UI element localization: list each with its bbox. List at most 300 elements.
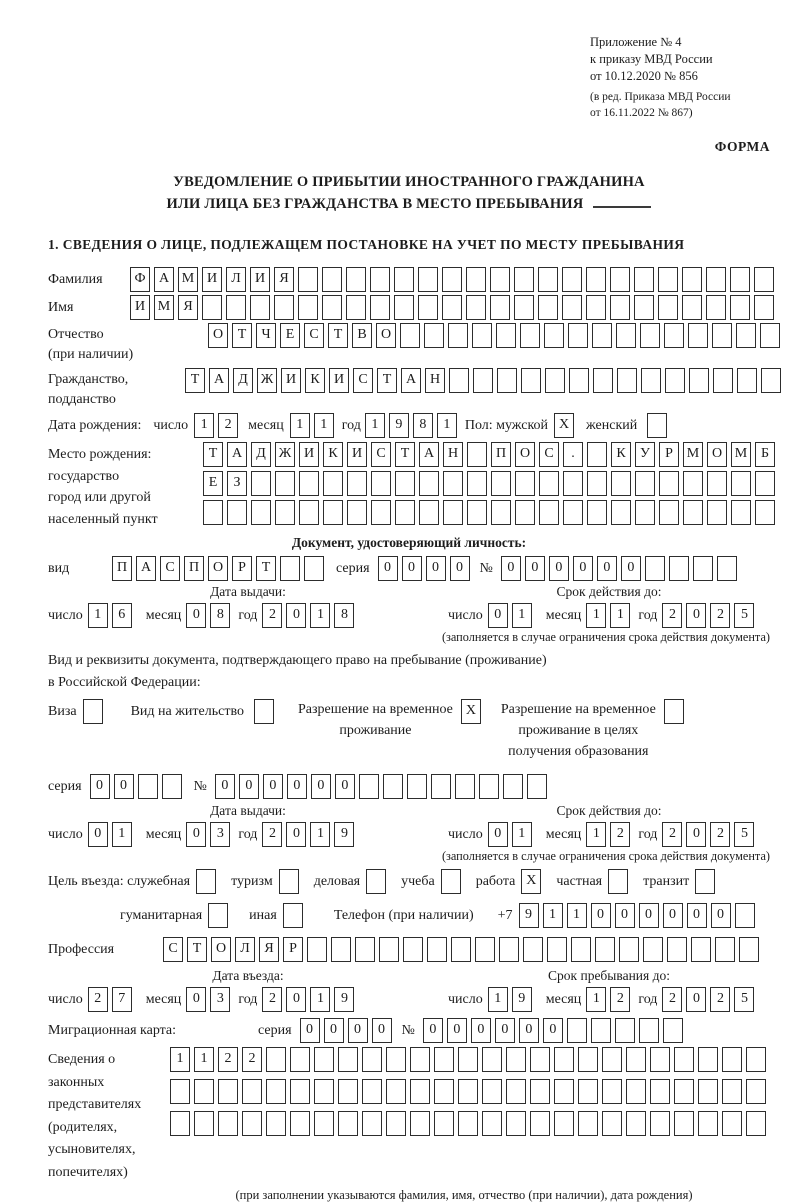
cell-box	[602, 1047, 622, 1072]
entry-date-row	[48, 987, 448, 1012]
purpose-work	[476, 869, 546, 894]
identity-valid-day	[488, 603, 536, 628]
name-row	[48, 295, 770, 320]
cell-box	[490, 267, 510, 292]
cell-box: О	[208, 556, 228, 581]
cell-box	[530, 1111, 550, 1136]
identity-doc-row	[48, 556, 770, 581]
cell-box	[395, 500, 415, 525]
cell-box	[299, 500, 319, 525]
cell-box	[659, 500, 679, 525]
cell-box	[491, 471, 511, 496]
cell-box	[434, 1079, 454, 1104]
identity-doc-heading: Документ, удостоверяющий личность:	[291, 535, 527, 550]
cell-box	[496, 323, 516, 348]
doc2-series-cells	[90, 774, 186, 799]
cell-box: Т	[328, 323, 348, 348]
representatives-note: (при заполнении указываются фамилия, имя, отчество (при наличии), дата рождения)	[235, 1188, 693, 1202]
cell-box	[586, 267, 606, 292]
form-label: ФОРМА	[714, 139, 770, 154]
cell-box	[482, 1047, 502, 1072]
cell-box: Т	[232, 323, 252, 348]
cell-box	[592, 323, 612, 348]
cell-box	[251, 471, 271, 496]
cell-box	[424, 323, 444, 348]
cell-box	[379, 937, 399, 962]
sex-female-label: женский	[586, 418, 638, 433]
cell-box	[563, 471, 583, 496]
cell-box	[755, 500, 775, 525]
cell-box: Ф	[130, 267, 150, 292]
cell-box	[539, 500, 559, 525]
cell-box: М	[731, 442, 751, 467]
purpose-row	[48, 869, 770, 894]
purpose-transit-label: транзит	[643, 874, 690, 889]
cell-box	[635, 500, 655, 525]
cell-box	[203, 500, 223, 525]
cell-box: И	[329, 368, 349, 393]
temp-residence-label	[298, 699, 453, 741]
cell-box	[250, 295, 270, 320]
doc2-valid-note: (заполняется в случае ограничения срока действия документа)	[441, 849, 770, 863]
cell-box	[448, 323, 468, 348]
cell-box	[419, 471, 439, 496]
cell-box: 2	[662, 822, 682, 847]
residence-doc-intro	[48, 650, 770, 694]
purpose-official	[48, 869, 220, 894]
day-label: число	[448, 992, 483, 1007]
representatives-cells-1	[170, 1047, 770, 1072]
cell-box	[682, 295, 702, 320]
cell-box: 2	[710, 987, 730, 1012]
temp-residence-edu-label	[501, 699, 656, 762]
cell-box	[562, 267, 582, 292]
cell-box: 0	[263, 774, 283, 799]
cell-box	[520, 323, 540, 348]
purpose-humanitarian-label: гуманитарная	[120, 908, 203, 923]
cell-box	[691, 937, 711, 962]
cell-box: 2	[710, 603, 730, 628]
cell-box: 2	[262, 987, 282, 1012]
purpose-other-label: иная	[249, 908, 277, 923]
birth-year-cells	[365, 413, 461, 438]
cell-box: Ч	[256, 323, 276, 348]
cell-box	[491, 500, 511, 525]
cell-box: 1	[567, 903, 587, 928]
cell-box	[427, 937, 447, 962]
cell-box: 3	[210, 987, 230, 1012]
profession-row	[48, 937, 770, 962]
cell-box: Р	[659, 442, 679, 467]
cell-box	[346, 295, 366, 320]
identity-valid-note: (заполняется в случае ограничения срока действия документа)	[441, 630, 770, 644]
cell-box: 1	[437, 413, 457, 438]
purpose-official-checkbox	[196, 869, 216, 894]
cell-box	[761, 368, 781, 393]
cell-box: Д	[233, 368, 253, 393]
cell-box	[226, 295, 246, 320]
appendix-line: Приложение № 4	[590, 35, 682, 49]
cell-box	[314, 1111, 334, 1136]
cell-box	[362, 1079, 382, 1104]
cell-box: И	[281, 368, 301, 393]
cell-box	[665, 368, 685, 393]
cell-box: 0	[450, 556, 470, 581]
purpose-business	[314, 869, 390, 894]
cell-box: 8	[413, 413, 433, 438]
birth-year-label: год	[341, 418, 361, 433]
entry-year	[262, 987, 358, 1012]
identity-issue-col	[48, 584, 448, 628]
entry-date-header: Дата въезда:	[212, 968, 284, 983]
cell-box: 2	[218, 1047, 238, 1072]
cell-box	[346, 267, 366, 292]
cell-box	[290, 1047, 310, 1072]
form-title-line2	[48, 193, 770, 215]
cell-box	[521, 368, 541, 393]
cell-box	[227, 500, 247, 525]
doc2-series-label: серия	[48, 779, 82, 794]
year-label: год	[238, 992, 258, 1007]
cell-box	[298, 267, 318, 292]
cell-box: 9	[334, 822, 354, 847]
temp-residence-edu-option	[501, 699, 688, 762]
migration-series-label: серия	[258, 1023, 292, 1038]
cell-box: 1	[112, 822, 132, 847]
year-label: год	[238, 827, 258, 842]
cell-box: 1	[512, 603, 532, 628]
cell-box	[242, 1111, 262, 1136]
cell-box	[170, 1111, 190, 1136]
edition-line: от 16.11.2022 № 867)	[590, 107, 693, 119]
cell-box: 0	[488, 603, 508, 628]
residence-doc-series-row	[48, 774, 770, 799]
cell-box	[610, 267, 630, 292]
cell-box: 0	[663, 903, 683, 928]
profession-label: Профессия	[48, 942, 115, 957]
surname-row	[48, 267, 770, 292]
purpose-business-label: деловая	[313, 874, 361, 889]
issue-date-header: Дата выдачи:	[210, 584, 286, 599]
cell-box	[515, 471, 535, 496]
cell-box	[455, 774, 475, 799]
cell-box	[251, 500, 271, 525]
identity-valid-col	[448, 584, 770, 628]
cell-box	[616, 323, 636, 348]
patronymic-label	[48, 323, 208, 365]
cell-box: 2	[218, 413, 238, 438]
cell-box	[706, 295, 726, 320]
cell-box: Б	[755, 442, 775, 467]
purpose-business-checkbox	[366, 869, 386, 894]
cell-box: 8	[210, 603, 230, 628]
cell-box: А	[401, 368, 421, 393]
appendix-line: к приказу МВД России	[590, 52, 713, 66]
cell-box	[664, 323, 684, 348]
form-title	[48, 171, 770, 215]
cell-box: 0	[186, 822, 206, 847]
cell-box: П	[112, 556, 132, 581]
cell-box: С	[304, 323, 324, 348]
cell-box	[527, 774, 547, 799]
cell-box: Ж	[275, 442, 295, 467]
cell-box	[595, 937, 615, 962]
cell-box	[443, 471, 463, 496]
day-label: число	[48, 827, 83, 842]
day-label: число	[48, 608, 83, 623]
cell-box: К	[305, 368, 325, 393]
cell-box	[650, 1079, 670, 1104]
cell-box	[640, 323, 660, 348]
cell-box: 0	[286, 603, 306, 628]
cell-box: 0	[711, 903, 731, 928]
cell-box	[615, 1018, 635, 1043]
cell-box	[473, 368, 493, 393]
day-label: число	[448, 827, 483, 842]
residence-doc-intro-line1: Вид и реквизиты документа, подтверждающего право на пребывание (проживание)	[48, 653, 547, 668]
cell-box	[290, 1079, 310, 1104]
citizenship-row	[48, 368, 770, 410]
cell-box	[674, 1079, 694, 1104]
cell-box: 1	[488, 987, 508, 1012]
cell-box: М	[178, 267, 198, 292]
cell-box: 0	[335, 774, 355, 799]
cell-box: О	[211, 937, 231, 962]
cell-box: 2	[610, 987, 630, 1012]
entry-date-col	[48, 968, 448, 1012]
doc-kind-cells	[112, 556, 328, 581]
doc2-dates	[48, 803, 770, 847]
identity-valid-row	[448, 603, 770, 628]
cell-box	[274, 295, 294, 320]
month-label: месяц	[145, 608, 182, 623]
cell-box: 6	[112, 603, 132, 628]
citizenship-label-line1: Гражданство,	[48, 372, 129, 387]
cell-box	[338, 1111, 358, 1136]
birth-place-label-line: населенный пункт	[48, 511, 158, 527]
residence-permit-option	[131, 699, 278, 724]
temp-residence-option	[298, 699, 485, 741]
cell-box: 0	[501, 556, 521, 581]
surname-cells	[130, 267, 778, 292]
doc2-valid-month	[586, 822, 634, 847]
cell-box: У	[635, 442, 655, 467]
migration-card-label: Миграционная карта:	[48, 1023, 177, 1038]
cell-box: 1	[586, 603, 606, 628]
valid-until-header: Срок действия до:	[556, 584, 662, 599]
cell-box	[611, 471, 631, 496]
cell-box	[639, 1018, 659, 1043]
cell-box	[331, 937, 351, 962]
cell-box: 9	[512, 987, 532, 1012]
cell-box	[475, 937, 495, 962]
doc2-valid-row	[448, 822, 770, 847]
cell-box: Е	[203, 471, 223, 496]
cell-box: Е	[280, 323, 300, 348]
cell-box: П	[184, 556, 204, 581]
cell-box	[754, 295, 774, 320]
birth-date-row	[48, 413, 770, 438]
cell-box: 0	[639, 903, 659, 928]
name-label: Имя	[48, 300, 74, 315]
cell-box	[347, 471, 367, 496]
cell-box: В	[352, 323, 372, 348]
cell-box	[669, 556, 689, 581]
cell-box	[499, 937, 519, 962]
cell-box: А	[209, 368, 229, 393]
cell-box: А	[136, 556, 156, 581]
cell-box: 1	[310, 603, 330, 628]
purpose-transit-checkbox	[695, 869, 715, 894]
cell-box	[418, 295, 438, 320]
doc2-issue-month	[186, 822, 234, 847]
cell-box: Р	[283, 937, 303, 962]
cell-box: С	[160, 556, 180, 581]
name-cells	[130, 295, 778, 320]
cell-box	[650, 1111, 670, 1136]
phone-label: Телефон (при наличии)	[333, 908, 474, 923]
cell-box	[683, 500, 703, 525]
cell-box	[568, 323, 588, 348]
cell-box: 1	[610, 603, 630, 628]
patronymic-label-line2: (при наличии)	[48, 347, 134, 362]
cell-box: .	[563, 442, 583, 467]
citizenship-label-line2: подданство	[48, 392, 116, 407]
cell-box	[242, 1079, 262, 1104]
cell-box: 0	[488, 822, 508, 847]
cell-box	[394, 267, 414, 292]
cell-box: 0	[286, 822, 306, 847]
doc2-number-cells	[215, 774, 551, 799]
cell-box	[482, 1111, 502, 1136]
cell-box	[626, 1079, 646, 1104]
cell-box: 0	[378, 556, 398, 581]
cell-box	[706, 267, 726, 292]
identity-dates	[48, 584, 770, 628]
cell-box	[682, 267, 702, 292]
cell-box	[503, 774, 523, 799]
year-label: год	[638, 992, 658, 1007]
phone-cells	[519, 903, 759, 928]
cell-box	[323, 471, 343, 496]
cell-box: 0	[114, 774, 134, 799]
cell-box	[418, 267, 438, 292]
cell-box: Я	[259, 937, 279, 962]
cell-box	[314, 1047, 334, 1072]
cell-box	[355, 937, 375, 962]
cell-box: М	[154, 295, 174, 320]
edition-block	[590, 89, 770, 121]
cell-box	[730, 295, 750, 320]
temp-residence-edu-checkbox	[664, 699, 684, 724]
cell-box: 1	[290, 413, 310, 438]
doc2-valid-year	[662, 822, 758, 847]
cell-box: И	[250, 267, 270, 292]
purpose-work-label: работа	[475, 874, 516, 889]
cell-box	[712, 323, 732, 348]
representatives-rows	[170, 1047, 770, 1184]
cell-box: 2	[610, 822, 630, 847]
cell-box	[667, 937, 687, 962]
cell-box	[626, 1111, 646, 1136]
cell-box	[515, 500, 535, 525]
cell-box: 1	[310, 822, 330, 847]
patronymic-row	[48, 323, 770, 365]
cell-box	[523, 937, 543, 962]
cell-box	[370, 295, 390, 320]
cell-box	[731, 500, 751, 525]
sex-female-checkbox	[647, 413, 667, 438]
cell-box: Н	[443, 442, 463, 467]
cell-box: 0	[591, 903, 611, 928]
residence-options-row	[48, 699, 770, 762]
cell-box	[394, 295, 414, 320]
section1-heading: 1. СВЕДЕНИЯ О ЛИЦЕ, ПОДЛЕЖАЩЕМ ПОСТАНОВКЕ НА УЧЕТ ПО МЕСТУ ПРЕБЫВАНИЯ	[48, 237, 685, 252]
cell-box: 0	[687, 903, 707, 928]
cell-box: А	[419, 442, 439, 467]
cell-box: 1	[310, 987, 330, 1012]
cell-box	[674, 1111, 694, 1136]
cell-box: М	[683, 442, 703, 467]
entry-dates	[48, 968, 770, 1012]
month-label: месяц	[545, 992, 582, 1007]
cell-box	[194, 1111, 214, 1136]
sex-male-checkbox: X	[554, 413, 574, 438]
cell-box: 2	[262, 822, 282, 847]
cell-box: 1	[194, 413, 214, 438]
cell-box: Т	[256, 556, 276, 581]
cell-box	[410, 1047, 430, 1072]
cell-box	[467, 471, 487, 496]
cell-box: 0	[549, 556, 569, 581]
cell-box	[688, 323, 708, 348]
year-label: год	[238, 608, 258, 623]
purpose-tourism-checkbox	[279, 869, 299, 894]
cell-box: 9	[389, 413, 409, 438]
purpose-humanitarian	[120, 903, 232, 928]
cell-box	[466, 295, 486, 320]
cell-box	[698, 1079, 718, 1104]
cell-box: О	[515, 442, 535, 467]
cell-box: 2	[662, 603, 682, 628]
cell-box: 0	[573, 556, 593, 581]
identity-issue-row	[48, 603, 448, 628]
cell-box	[479, 774, 499, 799]
cell-box: О	[208, 323, 228, 348]
month-label: месяц	[545, 827, 582, 842]
cell-box	[323, 500, 343, 525]
cell-box: 1	[586, 987, 606, 1012]
citizenship-label	[48, 368, 185, 410]
migration-number-label: №	[401, 1023, 415, 1038]
year-label: год	[638, 608, 658, 623]
representatives-label-line: усыновителях,	[48, 1142, 136, 1157]
cell-box	[722, 1047, 742, 1072]
cell-box	[602, 1079, 622, 1104]
purpose-row-2	[120, 903, 770, 928]
cell-box: С	[163, 937, 183, 962]
cell-box: С	[371, 442, 391, 467]
cell-box: 1	[314, 413, 334, 438]
doc2-issue-year	[262, 822, 358, 847]
surname-label: Фамилия	[48, 272, 103, 287]
cell-box: 0	[543, 1018, 563, 1043]
cell-box	[434, 1047, 454, 1072]
cell-box	[760, 323, 780, 348]
birth-month-cells	[290, 413, 338, 438]
cell-box	[658, 295, 678, 320]
birth-place-label-line: государство	[48, 468, 120, 484]
